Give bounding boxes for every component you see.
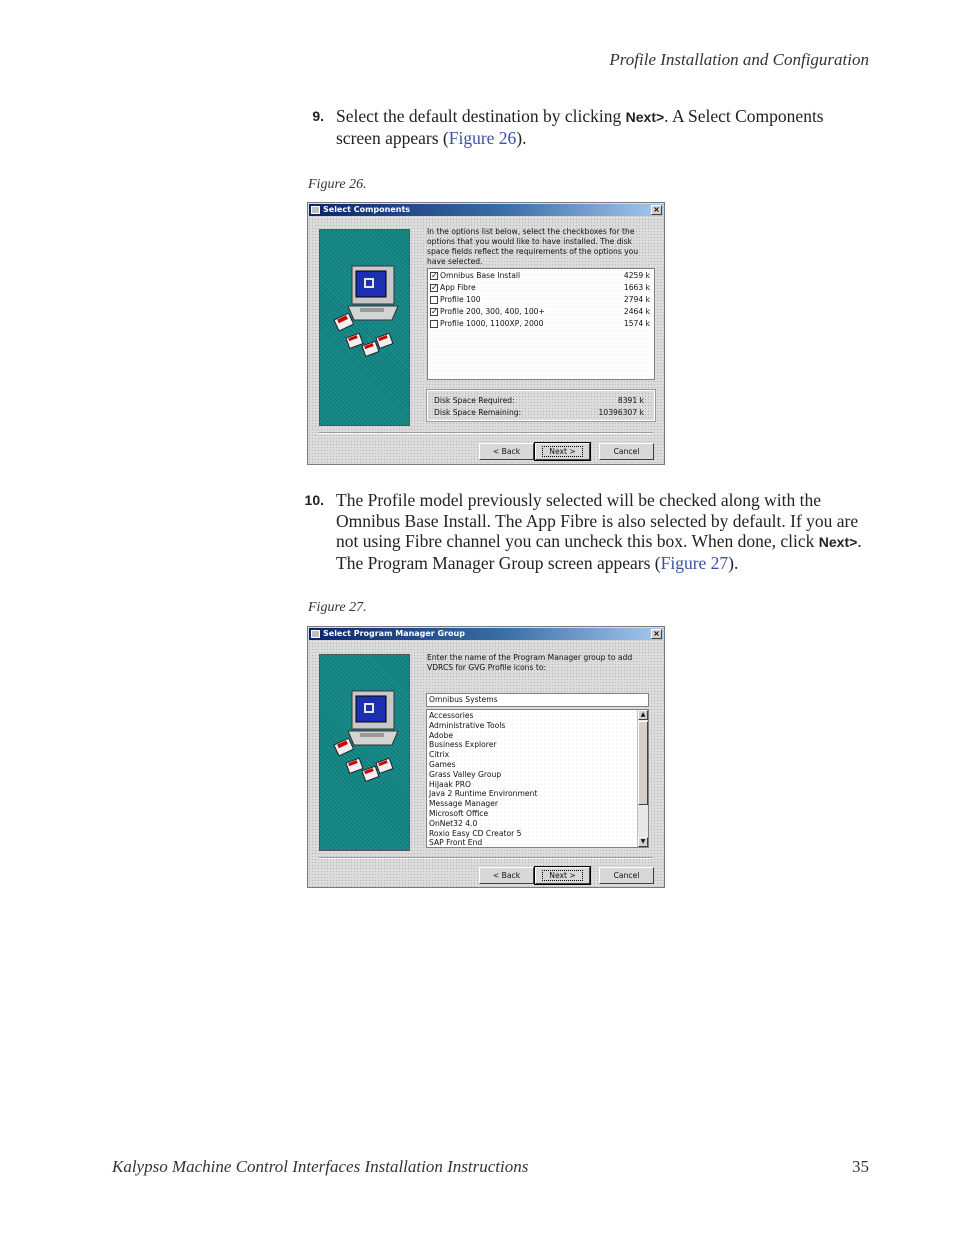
scroll-down-arrow[interactable]: ▼ (638, 837, 648, 847)
step-text: Select the default destination by clicking Next>. A Select Components screen appears (Figure 26). (336, 106, 824, 148)
option-size: 1574 k (623, 319, 650, 328)
disk-remaining-row (434, 407, 644, 418)
cancel-button[interactable]: Cancel (599, 443, 654, 460)
setup-side-panel (319, 654, 410, 851)
group-name-input[interactable]: Omnibus Systems (426, 693, 649, 707)
computer-install-icon (330, 262, 402, 362)
figure-27-label: Figure 27. (308, 600, 367, 615)
option-size: 2794 k (623, 295, 650, 304)
list-item[interactable]: Business Explorer (429, 740, 497, 750)
option-size: 2464 k (623, 307, 650, 316)
list-item[interactable]: HiJaak PRO (429, 779, 472, 789)
option-label: Profile 1000, 1100XP, 2000 (440, 319, 544, 328)
disk-required-row (434, 395, 644, 406)
option-row[interactable] (430, 306, 650, 318)
option-label: Profile 100 (440, 295, 481, 304)
back-button[interactable]: < Back (479, 443, 534, 460)
disk-remaining-label: Disk Space Remaining: (434, 408, 522, 417)
running-head: Profile Installation and Configuration (609, 50, 869, 69)
listbox-scrollbar[interactable] (637, 710, 648, 847)
footer-doc-title: Kalypso Machine Control Interfaces Installation Instructions (112, 1157, 529, 1176)
setup-app-icon (311, 206, 320, 214)
disk-required-label: Disk Space Required: (434, 396, 515, 405)
option-label: Omnibus Base Install (440, 271, 521, 280)
option-checkbox[interactable]: ✓ (431, 271, 438, 280)
option-label: Profile 200, 300, 400, 100+ (440, 307, 545, 316)
option-label: App Fibre (440, 283, 476, 292)
option-size: 1663 k (623, 283, 650, 292)
ui-term-next: Next> (818, 534, 858, 550)
disk-required-value: 8391 k (617, 396, 644, 405)
scroll-up-arrow[interactable]: ▲ (638, 710, 648, 720)
next-button[interactable]: Next > (535, 867, 590, 884)
button-separator (319, 857, 653, 859)
computer-install-icon (330, 687, 402, 787)
button-separator (319, 432, 653, 434)
window-title: Select Program Manager Group (323, 629, 465, 638)
option-checkbox[interactable]: ✓ (431, 307, 438, 316)
list-item[interactable]: Java 2 Runtime Environment (429, 789, 538, 799)
ui-term-next: Next> (625, 109, 665, 125)
list-item[interactable]: Administrative Tools (429, 720, 506, 730)
close-button[interactable]: × (651, 629, 662, 639)
title-bar[interactable] (309, 204, 663, 216)
list-item[interactable]: Games (429, 760, 456, 769)
option-size: 4259 k (623, 271, 650, 280)
title-bar[interactable] (309, 628, 663, 640)
next-button[interactable]: Next > (535, 443, 590, 460)
step-9 (300, 106, 870, 148)
option-row[interactable] (430, 294, 650, 306)
page-number: 35 (852, 1157, 869, 1176)
select-program-group-dialog (307, 626, 665, 888)
list-item[interactable]: SAP Front End (429, 838, 483, 848)
cancel-button[interactable]: Cancel (599, 867, 654, 884)
list-item[interactable]: Accessories (429, 711, 474, 720)
options-listbox[interactable] (427, 268, 655, 380)
setup-app-icon (311, 630, 320, 638)
program-groups-listbox[interactable] (426, 709, 649, 848)
back-button[interactable]: < Back (479, 867, 534, 884)
disk-remaining-value: 10396307 k (598, 408, 644, 417)
list-item[interactable]: Microsoft Office (429, 809, 489, 818)
disk-space-group (427, 390, 655, 421)
list-item[interactable]: OnNet32 4.0 (429, 818, 478, 828)
scroll-thumb[interactable] (638, 721, 648, 805)
setup-side-panel (319, 229, 410, 426)
figure-27-link[interactable]: Figure 27 (660, 552, 729, 573)
instructions-text: Enter the name of the Program Manager group to add VDRCS for GVG Profile icons to: (427, 653, 633, 672)
list-item[interactable]: Grass Valley Group (429, 769, 502, 779)
select-components-dialog (307, 202, 665, 465)
list-item[interactable]: Citrix (429, 750, 450, 760)
step-10 (300, 490, 870, 573)
option-checkbox[interactable]: ✓ (431, 283, 438, 292)
step-number: 10. (304, 492, 324, 508)
step-text: The Profile model previously selected will be checked along with the Omnibus Base Install. The App Fibre is also selected by default. If you are not using Fibre channel you can uncheck this box. When done, click Next>. The Program Manager Group screen appears (Figure 27). (336, 490, 862, 573)
instructions-text: In the options list below, select the checkboxes for the options that you would like to have installed. The disk space fields reflect the requirements of the options you have selected. (427, 227, 639, 266)
option-row[interactable] (430, 282, 650, 294)
option-row[interactable] (430, 318, 650, 330)
option-row[interactable] (430, 270, 650, 282)
figure-26-label: Figure 26. (308, 177, 367, 192)
step-number: 9. (312, 108, 324, 124)
list-item[interactable]: Adobe (429, 730, 454, 740)
close-button[interactable]: × (651, 205, 662, 215)
figure-26-link[interactable]: Figure 26 (448, 127, 517, 148)
window-title: Select Components (323, 205, 411, 214)
list-item[interactable]: Message Manager (429, 799, 498, 809)
option-checkbox[interactable] (430, 320, 438, 328)
option-checkbox[interactable] (430, 296, 438, 304)
list-item[interactable]: Roxio Easy CD Creator 5 (429, 828, 522, 838)
